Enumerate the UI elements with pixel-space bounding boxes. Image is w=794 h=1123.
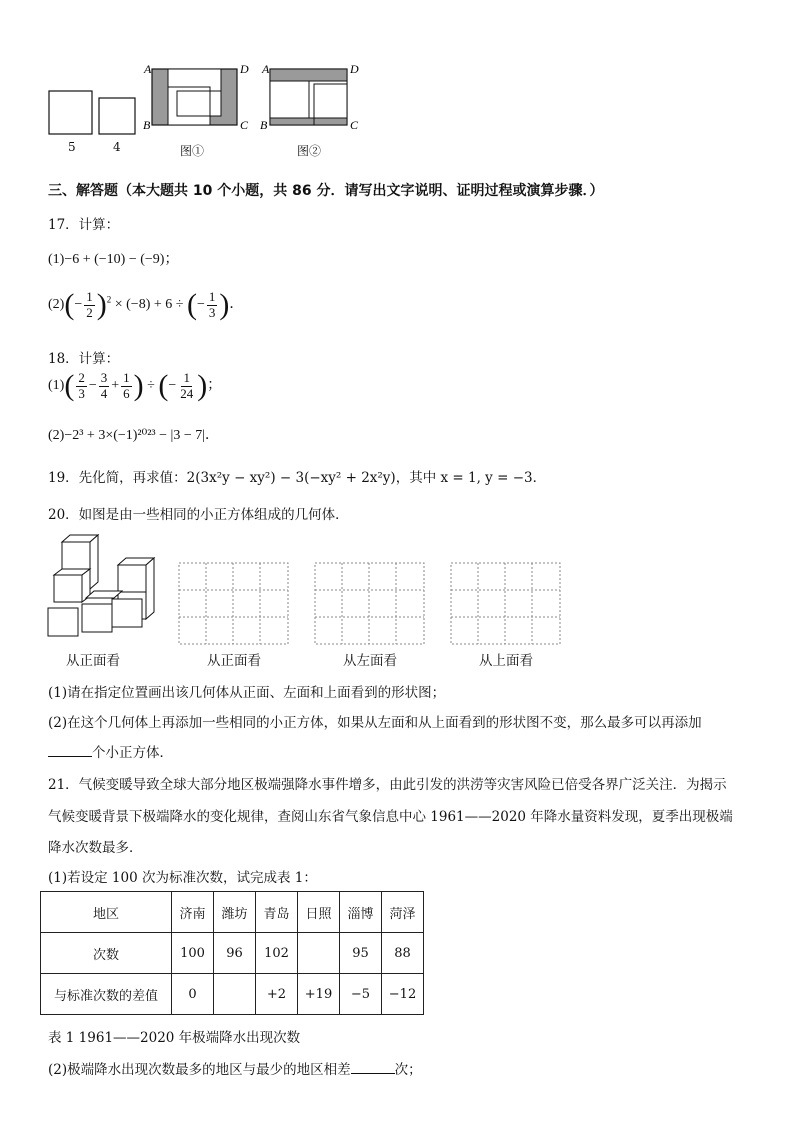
q20-part1: (1)请在指定位置画出该几何体从正面、左面和上面看到的形状图；	[48, 685, 446, 701]
q19-text: 19．先化简，再求值：2(3x²y − xy²) − 3(−xy² + 2x²y)，其中 x = 1, y = −3．	[48, 470, 547, 486]
svg-text:D: D	[240, 62, 249, 76]
section-title: 三、解答题（本大题共 10 个小题，共 86 分．请写出文字说明、证明过程或演算步骤．）	[48, 183, 604, 199]
q21-line1: 21．气候变暖导致全球大部分地区极端强降水事件增多，由此引发的洪涝等灾害风险已倍受各界广泛关注．为揭示	[48, 777, 727, 793]
square-4	[99, 98, 135, 134]
table-cell: 地区	[41, 892, 172, 933]
table-cell: 潍坊	[214, 892, 256, 933]
q21-line2: 气候变暖背景下极端降水的变化规律，查阅山东省气象信息中心 1961——2020 年降水量资料发现，夏季出现极端	[48, 809, 733, 825]
table-cell: 淄博	[340, 892, 382, 933]
q18-stem: 18．计算：	[48, 351, 120, 367]
q17-stem: 17．计算：	[48, 217, 120, 233]
cube-solid-figure	[44, 532, 164, 644]
svg-text:B: B	[260, 118, 268, 132]
square-4-label: 4	[113, 140, 121, 154]
caption-top-view: 从上面看	[479, 653, 533, 669]
table-cell: 102	[256, 933, 298, 974]
q20-part2-line1: (2)在这个几何体上再添加一些相同的小正方体，如果从左面和从上面看到的形状图不变，那么最多可以再添加	[48, 715, 702, 731]
q21-line3: 降水次数最多．	[48, 840, 143, 856]
table-cell: 济南	[172, 892, 214, 933]
svg-text:A: A	[144, 62, 152, 76]
table-cell: +19	[298, 974, 340, 1015]
answer-blank	[351, 1059, 395, 1074]
q20-stem: 20．如图是由一些相同的小正方体组成的几何体．	[48, 507, 349, 523]
table-cell	[214, 974, 256, 1015]
table-cell: 96	[214, 933, 256, 974]
q20-part2-line2: 个小正方体．	[48, 741, 173, 761]
table-cell: −12	[382, 974, 424, 1015]
table-cell: 与标准次数的差值	[41, 974, 172, 1015]
caption-front-view: 从正面看	[207, 653, 261, 669]
grid-left-view	[314, 562, 426, 646]
table-cell: 青岛	[256, 892, 298, 933]
table-row	[41, 892, 424, 933]
q18-part2: (2)−2³ + 3×(−1)²⁰²³ − |3 − 7|．	[48, 428, 220, 443]
answer-blank	[48, 742, 92, 757]
q17-part1: (1)−6 + (−10) − (−9)；	[48, 252, 179, 267]
figure-1-caption: 图①	[180, 144, 205, 158]
figure-2-caption: 图②	[297, 144, 322, 158]
svg-text:A: A	[262, 62, 270, 76]
square-5	[49, 91, 92, 134]
q18-part1: (1)( $\frac{2}{3}$ − $\frac{3}{4}$ + $\frac{1}{6}$ ) ÷ (− $\frac{1}{24}$ )；	[48, 369, 222, 402]
square-5-label: 5	[68, 140, 76, 154]
figure-2	[270, 69, 347, 125]
table-cell: +2	[256, 974, 298, 1015]
grid-front-view	[178, 562, 290, 646]
table-cell	[298, 933, 340, 974]
svg-text:C: C	[350, 118, 359, 132]
square-figures	[40, 56, 380, 166]
table-cell: 菏泽	[382, 892, 424, 933]
table-row	[41, 974, 424, 1015]
q17-part2: (2)(− $\frac{1}{2}$ )$^2$ × (−8) + 6 ÷ (− $\frac{1}{3}$ )．	[48, 288, 244, 321]
grid-top-view	[450, 562, 562, 646]
table-caption: 表 1 1961——2020 年极端降水出现次数	[48, 1030, 301, 1046]
table-cell: 100	[172, 933, 214, 974]
q21-part1: (1)若设定 100 次为标准次数，试完成表 1：	[48, 870, 317, 886]
table-cell: 95	[340, 933, 382, 974]
figure-1	[152, 69, 237, 125]
table-cell: 次数	[41, 933, 172, 974]
caption-solid-front: 从正面看	[66, 653, 120, 669]
svg-text:D: D	[350, 62, 359, 76]
table-row	[41, 933, 424, 974]
caption-left-view: 从左面看	[343, 653, 397, 669]
table-cell: −5	[340, 974, 382, 1015]
rain-table	[40, 891, 424, 1015]
table-cell: 88	[382, 933, 424, 974]
svg-text:C: C	[240, 118, 249, 132]
table-cell: 0	[172, 974, 214, 1015]
table-cell: 日照	[298, 892, 340, 933]
q21-part2: (2)极端降水出现次数最多的地区与最少的地区相差 次；	[48, 1058, 422, 1078]
svg-text:B: B	[143, 118, 151, 132]
